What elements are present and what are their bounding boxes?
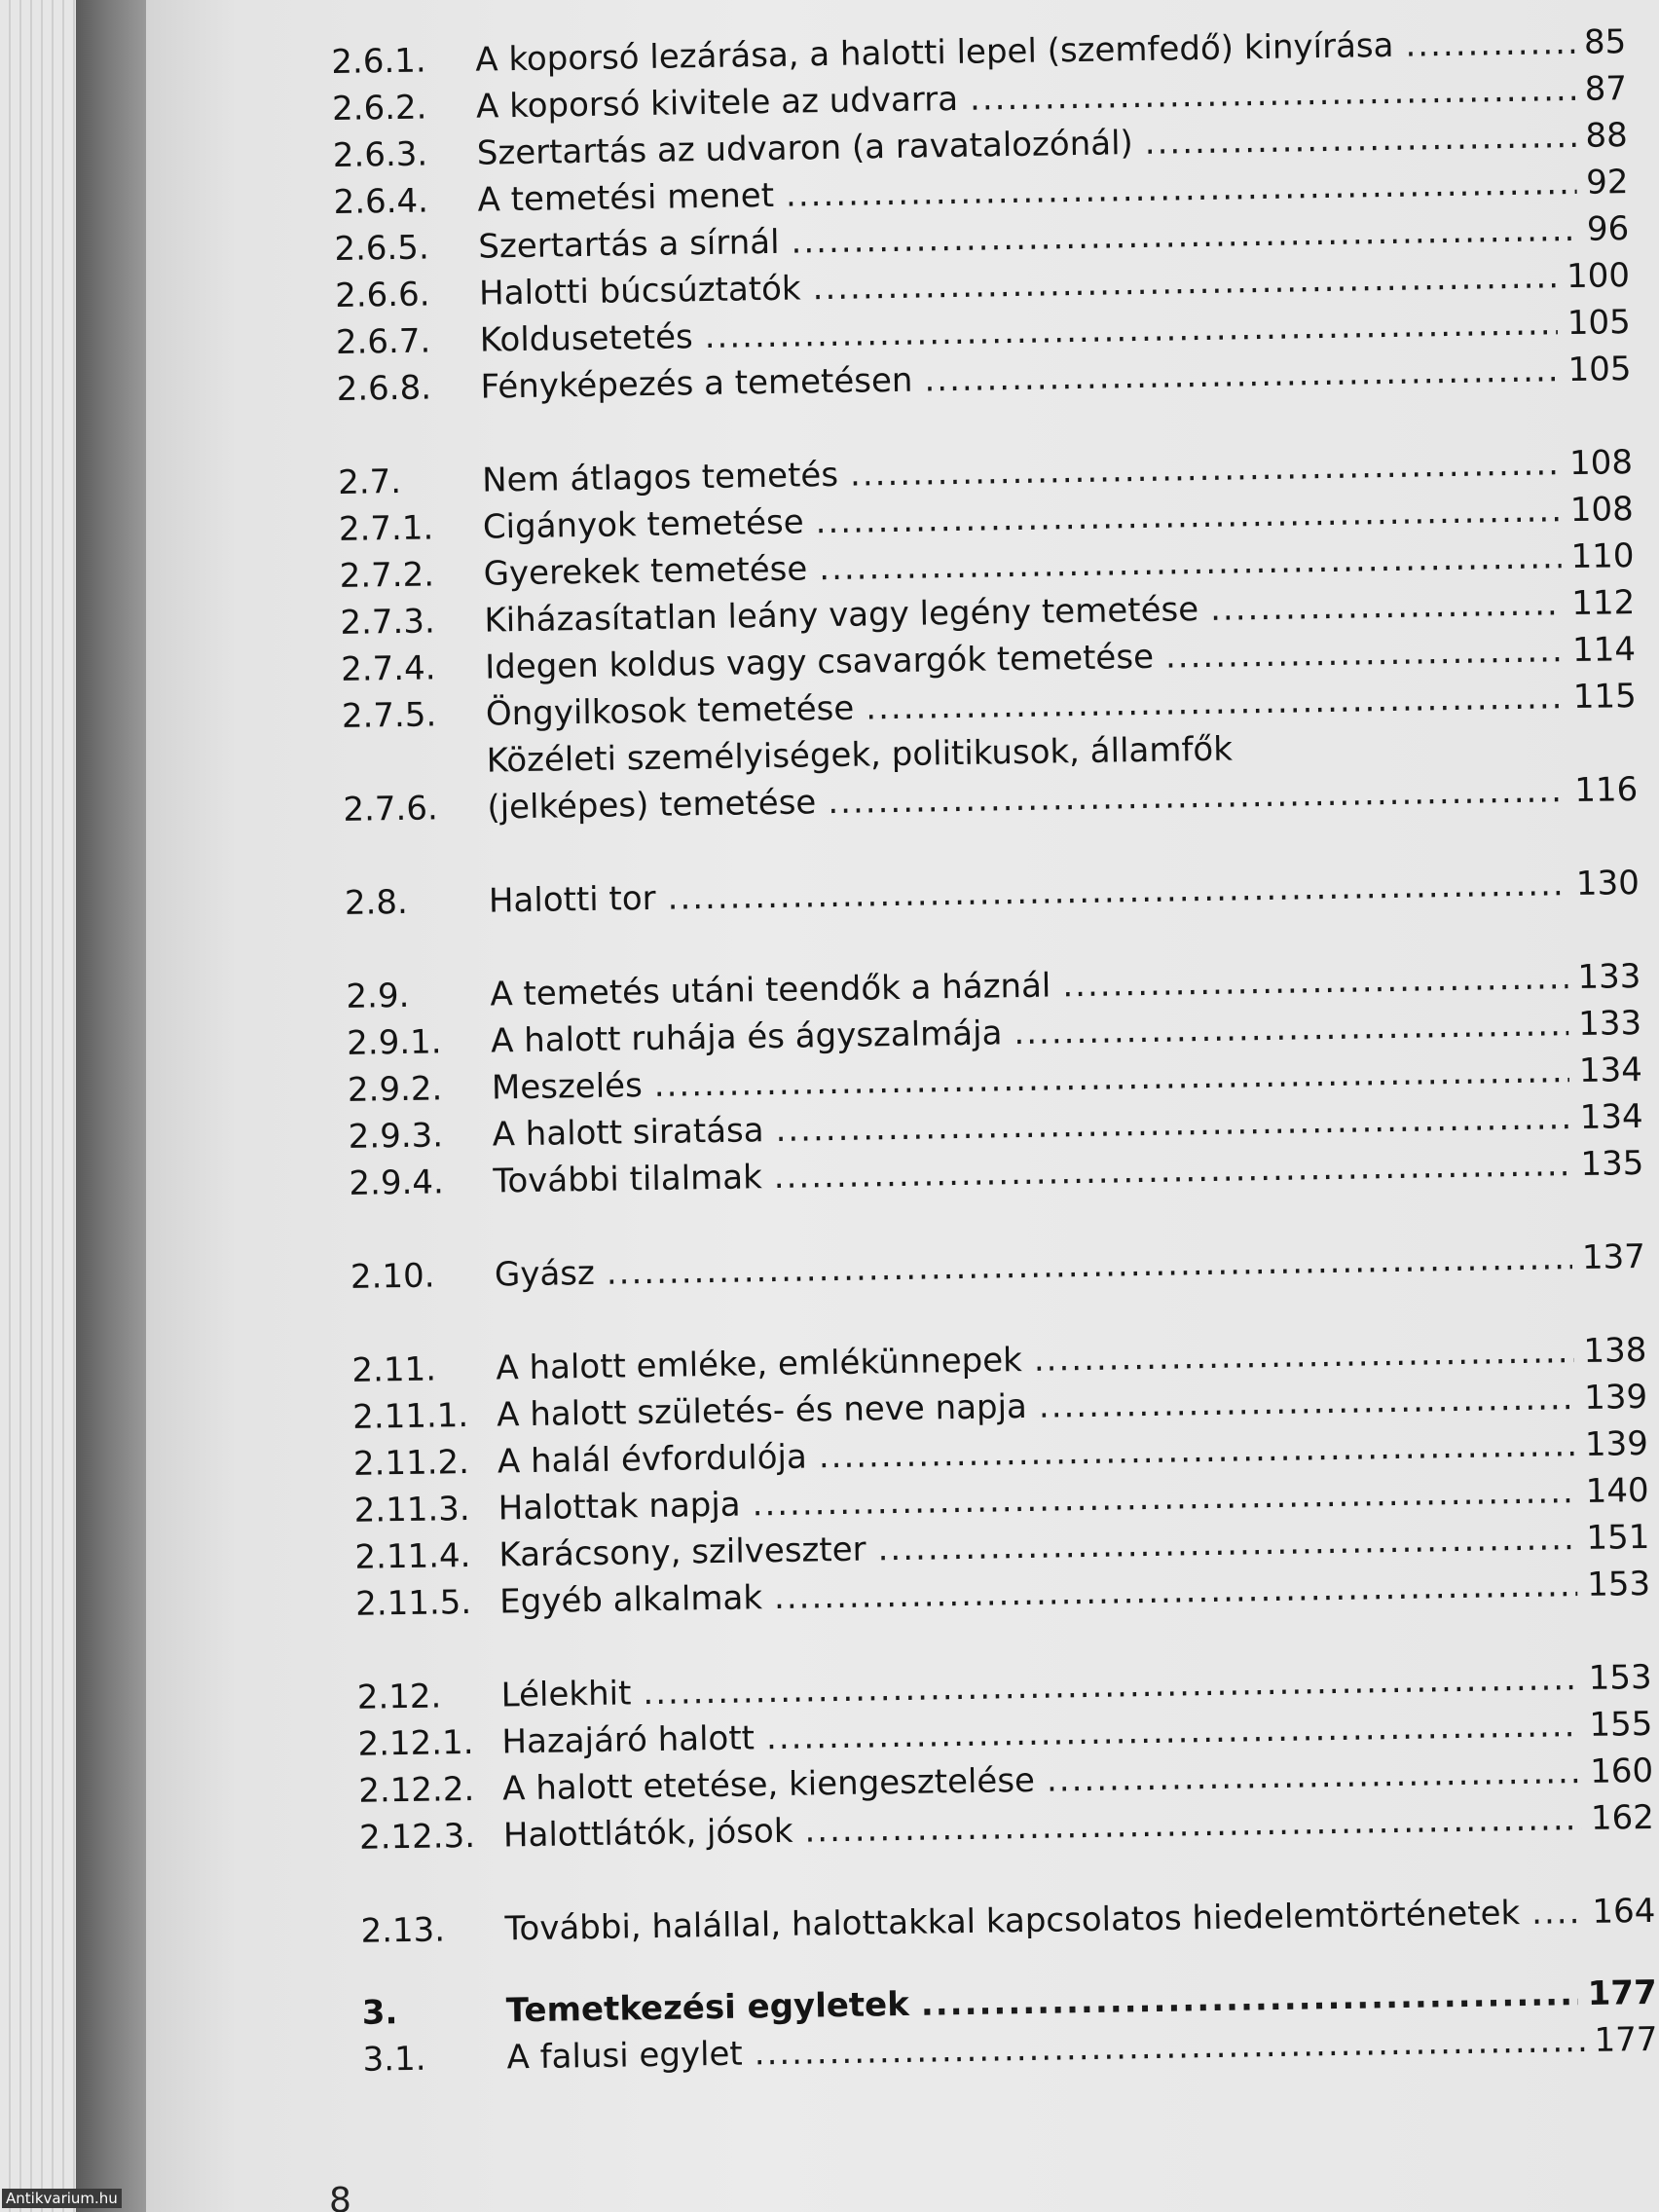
toc-entry-number: 3.1. — [362, 2039, 426, 2080]
dot-leader — [1033, 1328, 1573, 1383]
toc-entry-page: 151 — [1586, 1517, 1650, 1558]
dot-leader — [1210, 580, 1563, 633]
toc-entry-title: A halott siratása — [492, 1111, 764, 1155]
toc-entry-page: 108 — [1569, 490, 1635, 531]
toc-entry-title: Halotti búcsúztatók — [478, 269, 801, 313]
toc-entry-title: Öngyilkosok temetése — [485, 688, 855, 734]
toc-entry-number: 2.9.3. — [348, 1116, 444, 1157]
toc-entry-title: A falusi egylet — [506, 2034, 744, 2078]
toc-entry-number: 2.9.1. — [346, 1022, 442, 1063]
toc-entry-title: Idegen koldus vagy csavargók temetése — [484, 637, 1155, 687]
toc-entry-title: Fényképezés a temetésen — [480, 360, 913, 407]
toc-entry-title-line1: Közéleti személyiségek, politikusok, államfők — [486, 729, 1234, 781]
toc-entry-title: Gyász — [494, 1253, 596, 1295]
dot-leader — [1038, 1375, 1574, 1430]
toc-entry-title: A halál évfordulója — [497, 1437, 808, 1482]
toc-entry-page: 140 — [1585, 1470, 1649, 1511]
toc-entry-number: 2.7.5. — [341, 695, 437, 736]
toc-entry-number: 2.7. — [337, 461, 402, 502]
toc-entry-page: 139 — [1583, 1377, 1648, 1418]
toc-entry-title: Halottak napja — [498, 1485, 741, 1529]
toc-entry-title: A koporsó kivitele az udvarra — [475, 79, 959, 127]
toc-entry-number: 2.12. — [356, 1677, 442, 1717]
toc-entry-page: 160 — [1589, 1751, 1654, 1791]
toc-entry-page: 116 — [1574, 770, 1639, 811]
toc-entry-number: 2.6.6. — [334, 275, 430, 315]
toc-entry-page: 155 — [1589, 1704, 1653, 1745]
toc-entry-title: A koporsó lezárása, a halotti lepel (szemfedő) kinyírása — [475, 25, 1394, 80]
dot-leader — [1144, 113, 1575, 166]
toc-entry-page: 115 — [1572, 677, 1638, 718]
toc-entry-number: 2.7.4. — [340, 648, 436, 689]
toc-entry-page: 134 — [1578, 1050, 1643, 1090]
toc-entry-title: (jelképes) temetése — [487, 783, 817, 828]
dot-leader — [606, 1235, 1572, 1297]
toc-entry-title: Lélekhit — [500, 1674, 632, 1715]
toc-entry-page: 164 — [1592, 1891, 1656, 1932]
toc-entry-title: Koldusetetés — [479, 317, 693, 360]
toc-entry-title: Szertartás a sírnál — [478, 222, 780, 267]
toc-entry-title: Gyerekek temetése — [483, 549, 808, 594]
toc-entry-page: 114 — [1571, 630, 1637, 671]
toc-entry-title: Szertartás az udvaron (a ravatalozónál) — [476, 124, 1134, 173]
toc-entry-title: Hazajáró halott — [501, 1718, 756, 1762]
toc-entry-number: 2.6.3. — [332, 134, 428, 175]
toc-entry-number: 2.6.8. — [336, 368, 432, 409]
dot-leader — [1531, 1889, 1583, 1936]
toc-entry-number: 2.9.4. — [349, 1162, 445, 1203]
toc-entry-number: 2.11.1. — [351, 1395, 469, 1437]
toc-entry-number: 2.9. — [346, 976, 410, 1016]
toc-entry-page: 153 — [1586, 1564, 1651, 1604]
toc-entry-number: 2.13. — [360, 1910, 446, 1951]
toc-entry-number: 2.6.1. — [331, 41, 427, 82]
background-surface — [0, 0, 76, 2212]
toc-entry-title: A halott etetése, kiengesztelése — [501, 1760, 1036, 1809]
toc-entry-number: 2.11. — [351, 1349, 437, 1390]
toc-entry-number: 2.12.3. — [358, 1816, 476, 1858]
toc-entry-title: A temetés utáni teendők a háznál — [490, 966, 1051, 1014]
toc-entry-title: Karácsony, szilveszter — [498, 1530, 866, 1575]
toc-entry-page: 153 — [1588, 1657, 1652, 1698]
toc-entry-page: 105 — [1567, 303, 1632, 344]
dot-leader — [1062, 954, 1568, 1009]
toc-entry-number: 2.7.3. — [340, 602, 436, 643]
toc-entry-title: Nem átlagos temetés — [481, 455, 839, 500]
toc-entry-number: 2.11.2. — [352, 1442, 470, 1484]
toc-entry-title: További tilalmak — [493, 1158, 763, 1201]
toc-entry-page: 85 — [1583, 22, 1627, 62]
dot-leader — [1165, 627, 1564, 680]
toc-entry-page: 100 — [1566, 256, 1631, 297]
dot-leader — [1405, 19, 1574, 69]
book-page — [146, 0, 1659, 2212]
toc-entry — [345, 860, 1641, 927]
toc-entry-page: 177 — [1594, 2019, 1658, 2060]
dot-leader — [866, 674, 1564, 731]
toc-entry-number: 2.8. — [344, 882, 409, 923]
toc-entry-page: 162 — [1590, 1797, 1655, 1838]
table-of-contents — [331, 18, 1658, 2080]
toc-entry-page: 139 — [1584, 1423, 1649, 1464]
toc-entry-page: 137 — [1581, 1236, 1646, 1277]
toc-entry-page: 112 — [1571, 583, 1636, 624]
toc-entry-number: 2.11.3. — [353, 1489, 471, 1530]
toc-entry-title: A halott ruhája és ágyszalmája — [490, 1014, 1003, 1061]
toc-entry-title: A halott emléke, emlékünnepek — [496, 1341, 1023, 1388]
toc-entry-number: 2.7.6. — [343, 789, 439, 830]
toc-entry-page: 96 — [1586, 209, 1630, 249]
toc-entry-title: Cigányok temetése — [482, 502, 804, 547]
toc-entry-number: 2.11.5. — [354, 1582, 472, 1624]
toc-entry-page: 88 — [1585, 116, 1629, 156]
toc-entry-title: Egyéb alkalmak — [498, 1578, 763, 1622]
toc-entry-page: 130 — [1575, 864, 1641, 904]
toc-entry-number: 2.10. — [350, 1256, 435, 1297]
dot-leader — [1047, 1749, 1581, 1804]
toc-entry-page: 134 — [1579, 1096, 1643, 1137]
toc-entry-number: 2.12.2. — [357, 1769, 475, 1811]
toc-entry-title: Kiházasítatlan leány vagy legény temetése — [484, 590, 1199, 641]
toc-entry-number: 2.6.2. — [331, 88, 427, 129]
toc-entry — [360, 1888, 1656, 1955]
toc-entry — [350, 1234, 1646, 1301]
toc-entry-number: 2.7.1. — [338, 508, 434, 549]
dot-leader — [924, 347, 1559, 403]
toc-entry-number: 3. — [361, 1993, 398, 2033]
toc-entry-number: 2.7.2. — [339, 555, 435, 596]
toc-entry-page: 133 — [1577, 1003, 1642, 1044]
toc-entry-page: 177 — [1587, 1972, 1658, 2013]
toc-entry-number: 2.6.5. — [334, 228, 430, 269]
toc-entry-number: 2.9.2. — [347, 1069, 443, 1110]
toc-entry-page: 110 — [1570, 536, 1635, 577]
toc-entry-page: 133 — [1577, 956, 1641, 998]
toc-entry-page: 105 — [1567, 350, 1632, 390]
toc-entry-number: 2.6.7. — [335, 321, 431, 362]
toc-entry-title: Meszelés — [491, 1066, 644, 1108]
watermark: Antikvarium.hu — [2, 2189, 122, 2208]
toc-entry-title: Halotti tor — [488, 878, 656, 921]
toc-entry-page: 92 — [1585, 163, 1629, 203]
toc-entry-page: 108 — [1568, 443, 1634, 484]
toc-entry-page: 87 — [1584, 69, 1628, 109]
toc-entry-number: 2.6.4. — [333, 181, 429, 222]
toc-entry-title: Halottlátók, jósok — [502, 1811, 793, 1856]
book-spine — [76, 0, 146, 2212]
toc-entry-title: A temetési menet — [477, 175, 775, 220]
toc-entry-number: 2.11.4. — [354, 1535, 471, 1577]
toc-entry-title: További, halállal, halottakkal kapcsolatos hiedelemtörténetek — [504, 1894, 1521, 1949]
toc-entry-page: 138 — [1583, 1330, 1647, 1371]
toc-entry-title: Temetkezési egyletek — [505, 1984, 910, 2031]
page-number: 8 — [329, 2181, 351, 2212]
toc-entry-page: 135 — [1580, 1143, 1644, 1184]
toc-entry-number: 2.12.1. — [357, 1722, 474, 1764]
toc-entry — [343, 729, 1639, 833]
toc-entry-title: A halott születés- és neve napja — [496, 1386, 1028, 1435]
dot-leader — [667, 861, 1567, 921]
